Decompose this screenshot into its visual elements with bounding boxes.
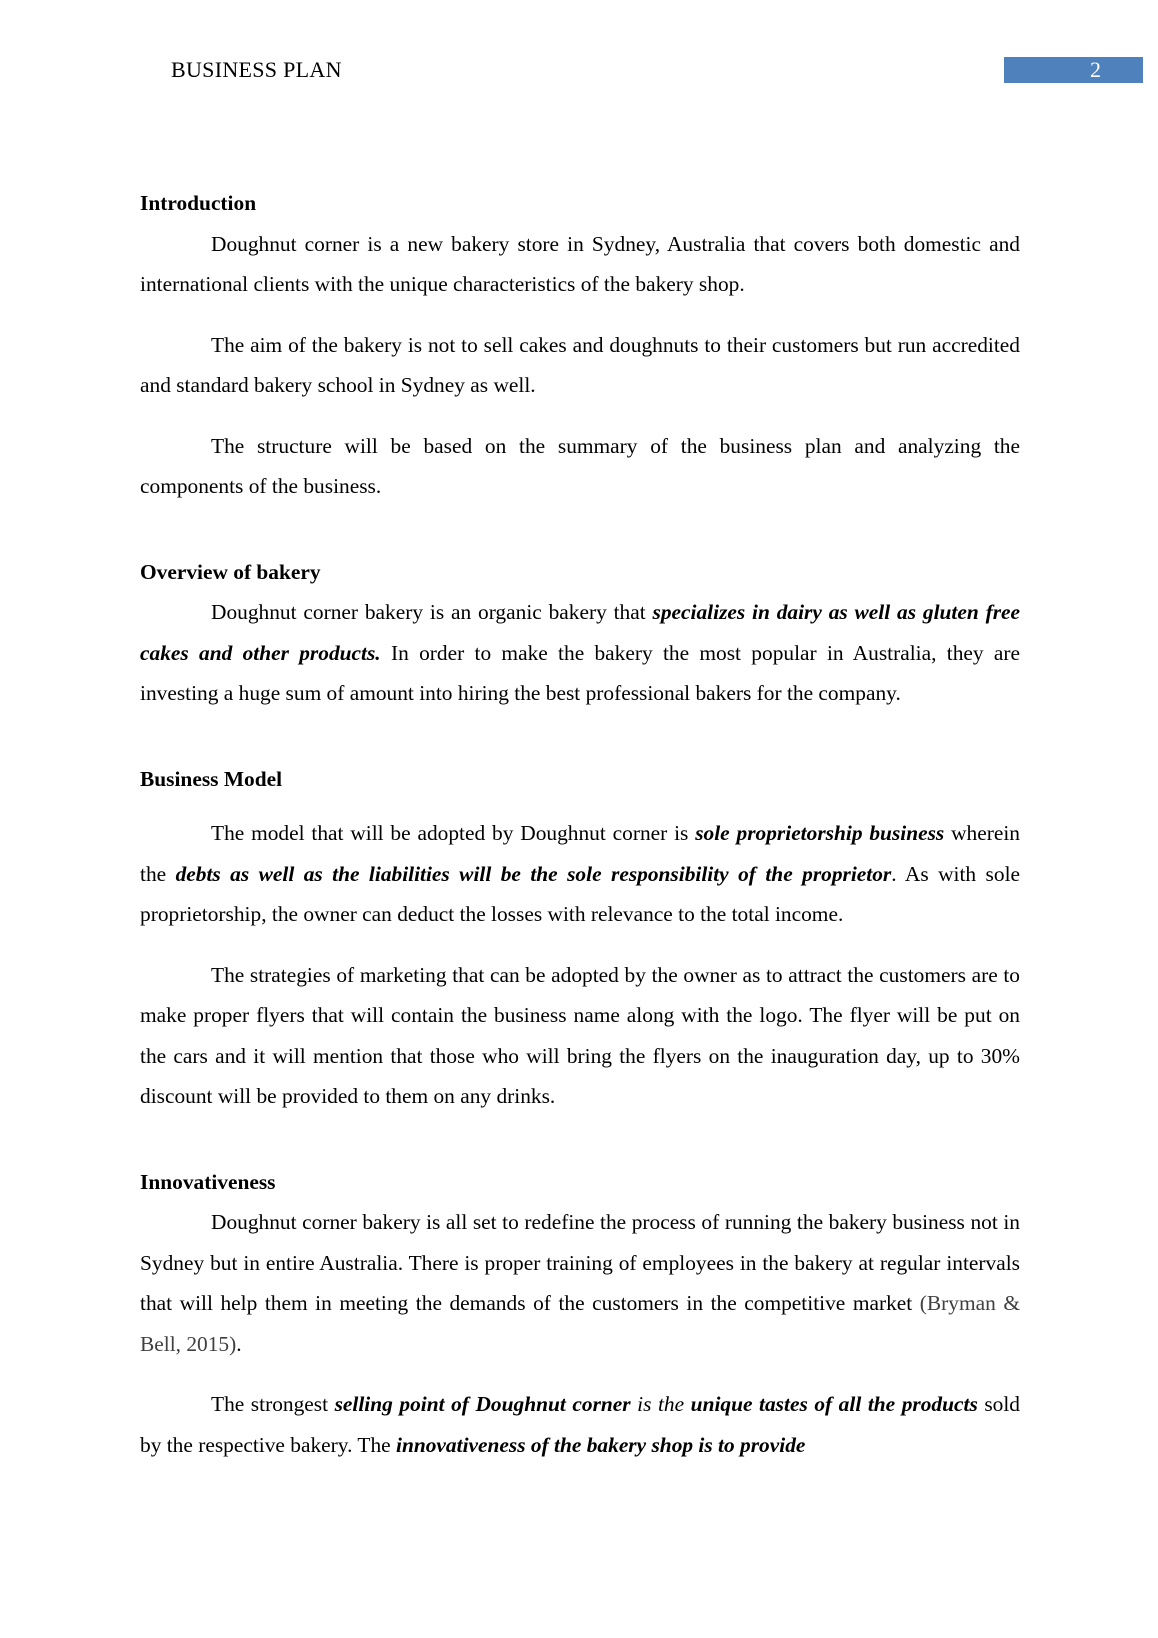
innovativeness-paragraph-1 <box>140 1202 1020 1364</box>
business-model-paragraph-2: The strategies of marketing that can be adopted by the owner as to attract the customers are to make proper flyers that will contain the business name along with the logo. The flyer will be put on the cars and it will mention that those who will bring the flyers on the inauguration day, up to 30% discount will be provided to them on any drinks. <box>140 962 1020 1108</box>
document-body <box>140 183 1020 1465</box>
inno2-text-e: sold by the respective bakery. The <box>140 1392 1020 1457</box>
inno2-text-c: is the <box>630 1392 691 1416</box>
inno-text-a: Doughnut corner bakery is all set to redefine the process of running the bakery business not in Sydney but in entire Australia. There is proper training of employees in the bakery at regular intervals that will help them in meeting the demands of the customers in the competitive market <box>140 1210 1020 1315</box>
overview-emphasis: specializes in dairy as well as gluten free cakes and other products. <box>140 600 1021 665</box>
intro-paragraph-2: The aim of the bakery is not to sell cakes and doughnuts to their customers but run accredited and standard bakery school in Sydney as well. <box>140 332 1020 397</box>
overview-paragraph-1 <box>140 592 1020 714</box>
business-model-paragraph-1 <box>140 813 1020 935</box>
intro-paragraph-3: The structure will be based on the summary of the business plan and analyzing the components of the business. <box>140 433 1020 498</box>
inno2-text-a: The strongest <box>211 1392 335 1416</box>
inno2-emphasis-1: selling point of Doughnut corner <box>334 1392 631 1416</box>
section-introduction <box>140 183 1020 507</box>
bm-emphasis-2: debts as well as the liabilities will be the sole responsibility of the proprietor <box>175 861 892 886</box>
heading-innovativeness: Innovativeness <box>140 1169 276 1194</box>
overview-text-a: Doughnut corner bakery is an organic bakery that <box>211 600 653 624</box>
section-innovativeness <box>140 1162 1020 1466</box>
heading-business-model: Business Model <box>140 766 283 791</box>
innovativeness-paragraph-2 <box>140 1384 1020 1465</box>
heading-overview: Overview of bakery <box>140 559 321 584</box>
overview-text-c: In order to make the bakery the most popular in Australia, they are investing a huge sum of amount into hiring the best professional bakers for the company. <box>140 640 1020 705</box>
inno2-emphasis-2: unique tastes of all the products <box>690 1392 978 1416</box>
bm-text-c: wherein the <box>140 821 1020 886</box>
section-business-model <box>140 759 1020 1117</box>
heading-introduction: Introduction <box>140 191 257 215</box>
bm-text-e: . As with sole proprietorship, the owner can deduct the losses with relevance to the total income. <box>140 861 1021 926</box>
intro-paragraph-1: Doughnut corner is a new bakery store in Sydney, Australia that covers both domestic and international clients with the unique characteristics of the bakery shop. <box>140 231 1020 296</box>
bm-text-a: The model that will be adopted by Doughnut corner is <box>211 821 696 845</box>
inno2-emphasis-3: innovativeness of the bakery shop is to provide <box>396 1432 806 1457</box>
running-header: BUSINESS PLAN <box>171 57 342 82</box>
section-overview <box>140 552 1020 714</box>
citation: (Bryman & Bell, 2015) <box>140 1291 1020 1356</box>
inno-text-b: . <box>236 1331 242 1356</box>
bm-emphasis-1: sole proprietorship business <box>695 821 945 845</box>
page-number: 2 <box>1004 57 1143 83</box>
